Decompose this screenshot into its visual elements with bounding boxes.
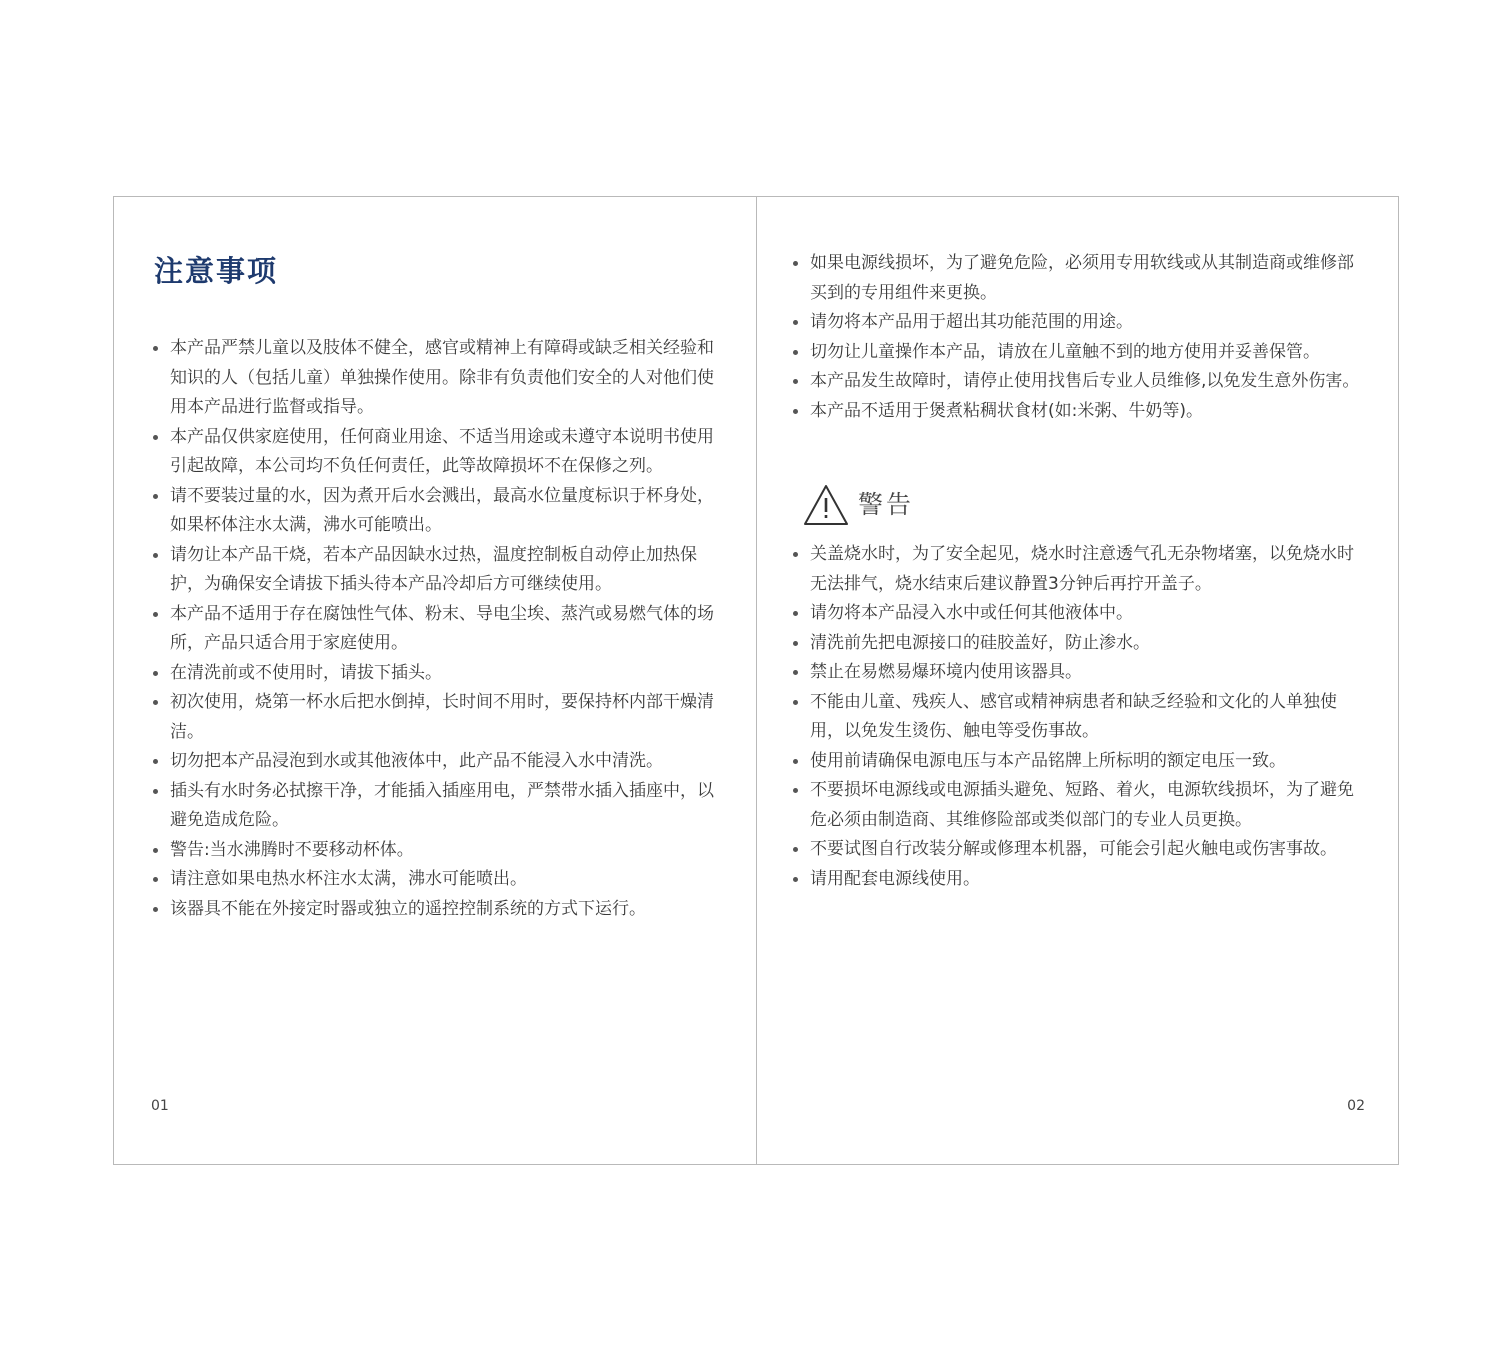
manual-spread	[113, 196, 1399, 1165]
list-item: 请勿让本产品干烧，若本产品因缺水过热，温度控制板自动停止加热保护，为确保安全请拔下插头待本产品冷却后方可继续使用。	[152, 541, 722, 600]
list-item: 切勿让儿童操作本产品，请放在儿童触不到的地方使用并妥善保管。	[792, 338, 1367, 368]
list-item: 初次使用，烧第一杯水后把水倒掉，长时间不用时，要保持杯内部干燥清洁。	[152, 688, 722, 747]
list-item: 如果电源线损坏，为了避免危险，必须用专用软线或从其制造商或维修部买到的专用组件来更换。	[792, 249, 1367, 308]
warning-heading	[802, 483, 914, 527]
warning-label: 警告	[858, 490, 915, 519]
list-item: 请不要装过量的水，因为煮开后水会溅出，最高水位量度标识于杯身处，如果杯体注水太满，沸水可能喷出。	[152, 482, 722, 541]
list-item: 警告:当水沸腾时不要移动杯体。	[152, 836, 722, 866]
page-number: 01	[151, 1098, 169, 1114]
page-number: 02	[1347, 1098, 1365, 1114]
list-item: 禁止在易燃易爆环境内使用该器具。	[792, 658, 1367, 688]
page-title: 注意事项	[154, 254, 279, 288]
page-right	[757, 197, 1398, 1164]
list-item: 切勿把本产品浸泡到水或其他液体中，此产品不能浸入水中清洗。	[152, 747, 722, 777]
list-item: 该器具不能在外接定时器或独立的遥控控制系统的方式下运行。	[152, 895, 722, 925]
list-item: 本产品严禁儿童以及肢体不健全，感官或精神上有障碍或缺乏相关经验和知识的人（包括儿童）单独操作使用。除非有负责他们安全的人对他们使用本产品进行监督或指导。	[152, 334, 722, 423]
warning-triangle-icon	[802, 483, 850, 527]
list-item: 本产品仅供家庭使用，任何商业用途、不适当用途或未遵守本说明书使用引起故障，本公司均不负任何责任，此等故障损坏不在保修之列。	[152, 423, 722, 482]
list-item: 使用前请确保电源电压与本产品铭牌上所标明的额定电压一致。	[792, 747, 1367, 777]
page-left	[114, 197, 757, 1164]
list-item: 在清洗前或不使用时，请拔下插头。	[152, 659, 722, 689]
list-item: 请用配套电源线使用。	[792, 865, 1367, 895]
warning-list	[792, 540, 1367, 894]
list-item: 本产品不适用于存在腐蚀性气体、粉末、导电尘埃、蒸汽或易燃气体的场所，产品只适合用于家庭使用。	[152, 600, 722, 659]
list-item: 本产品不适用于煲煮粘稠状食材(如:米粥、牛奶等)。	[792, 397, 1367, 427]
list-item: 关盖烧水时，为了安全起见，烧水时注意透气孔无杂物堵塞，以免烧水时无法排气，烧水结束后建议静置3分钟后再拧开盖子。	[792, 540, 1367, 599]
list-item: 请勿将本产品浸入水中或任何其他液体中。	[792, 599, 1367, 629]
list-item: 不要试图自行改装分解或修理本机器，可能会引起火触电或伤害事故。	[792, 835, 1367, 865]
list-item: 插头有水时务必拭擦干净，才能插入插座用电，严禁带水插入插座中，以避免造成危险。	[152, 777, 722, 836]
list-item: 不能由儿童、残疾人、感官或精神病患者和缺乏经验和文化的人单独使用，以免发生烫伤、触电等受伤事故。	[792, 688, 1367, 747]
list-item: 本产品发生故障时，请停止使用找售后专业人员维修,以免发生意外伤害。	[792, 367, 1367, 397]
precautions-list-continued	[792, 249, 1367, 426]
precautions-list	[152, 334, 722, 924]
list-item: 清洗前先把电源接口的硅胶盖好，防止渗水。	[792, 629, 1367, 659]
list-item: 不要损坏电源线或电源插头避免、短路、着火，电源软线损坏，为了避免危必须由制造商、其维修险部或类似部门的专业人员更换。	[792, 776, 1367, 835]
list-item: 请勿将本产品用于超出其功能范围的用途。	[792, 308, 1367, 338]
list-item: 请注意如果电热水杯注水太满，沸水可能喷出。	[152, 865, 722, 895]
